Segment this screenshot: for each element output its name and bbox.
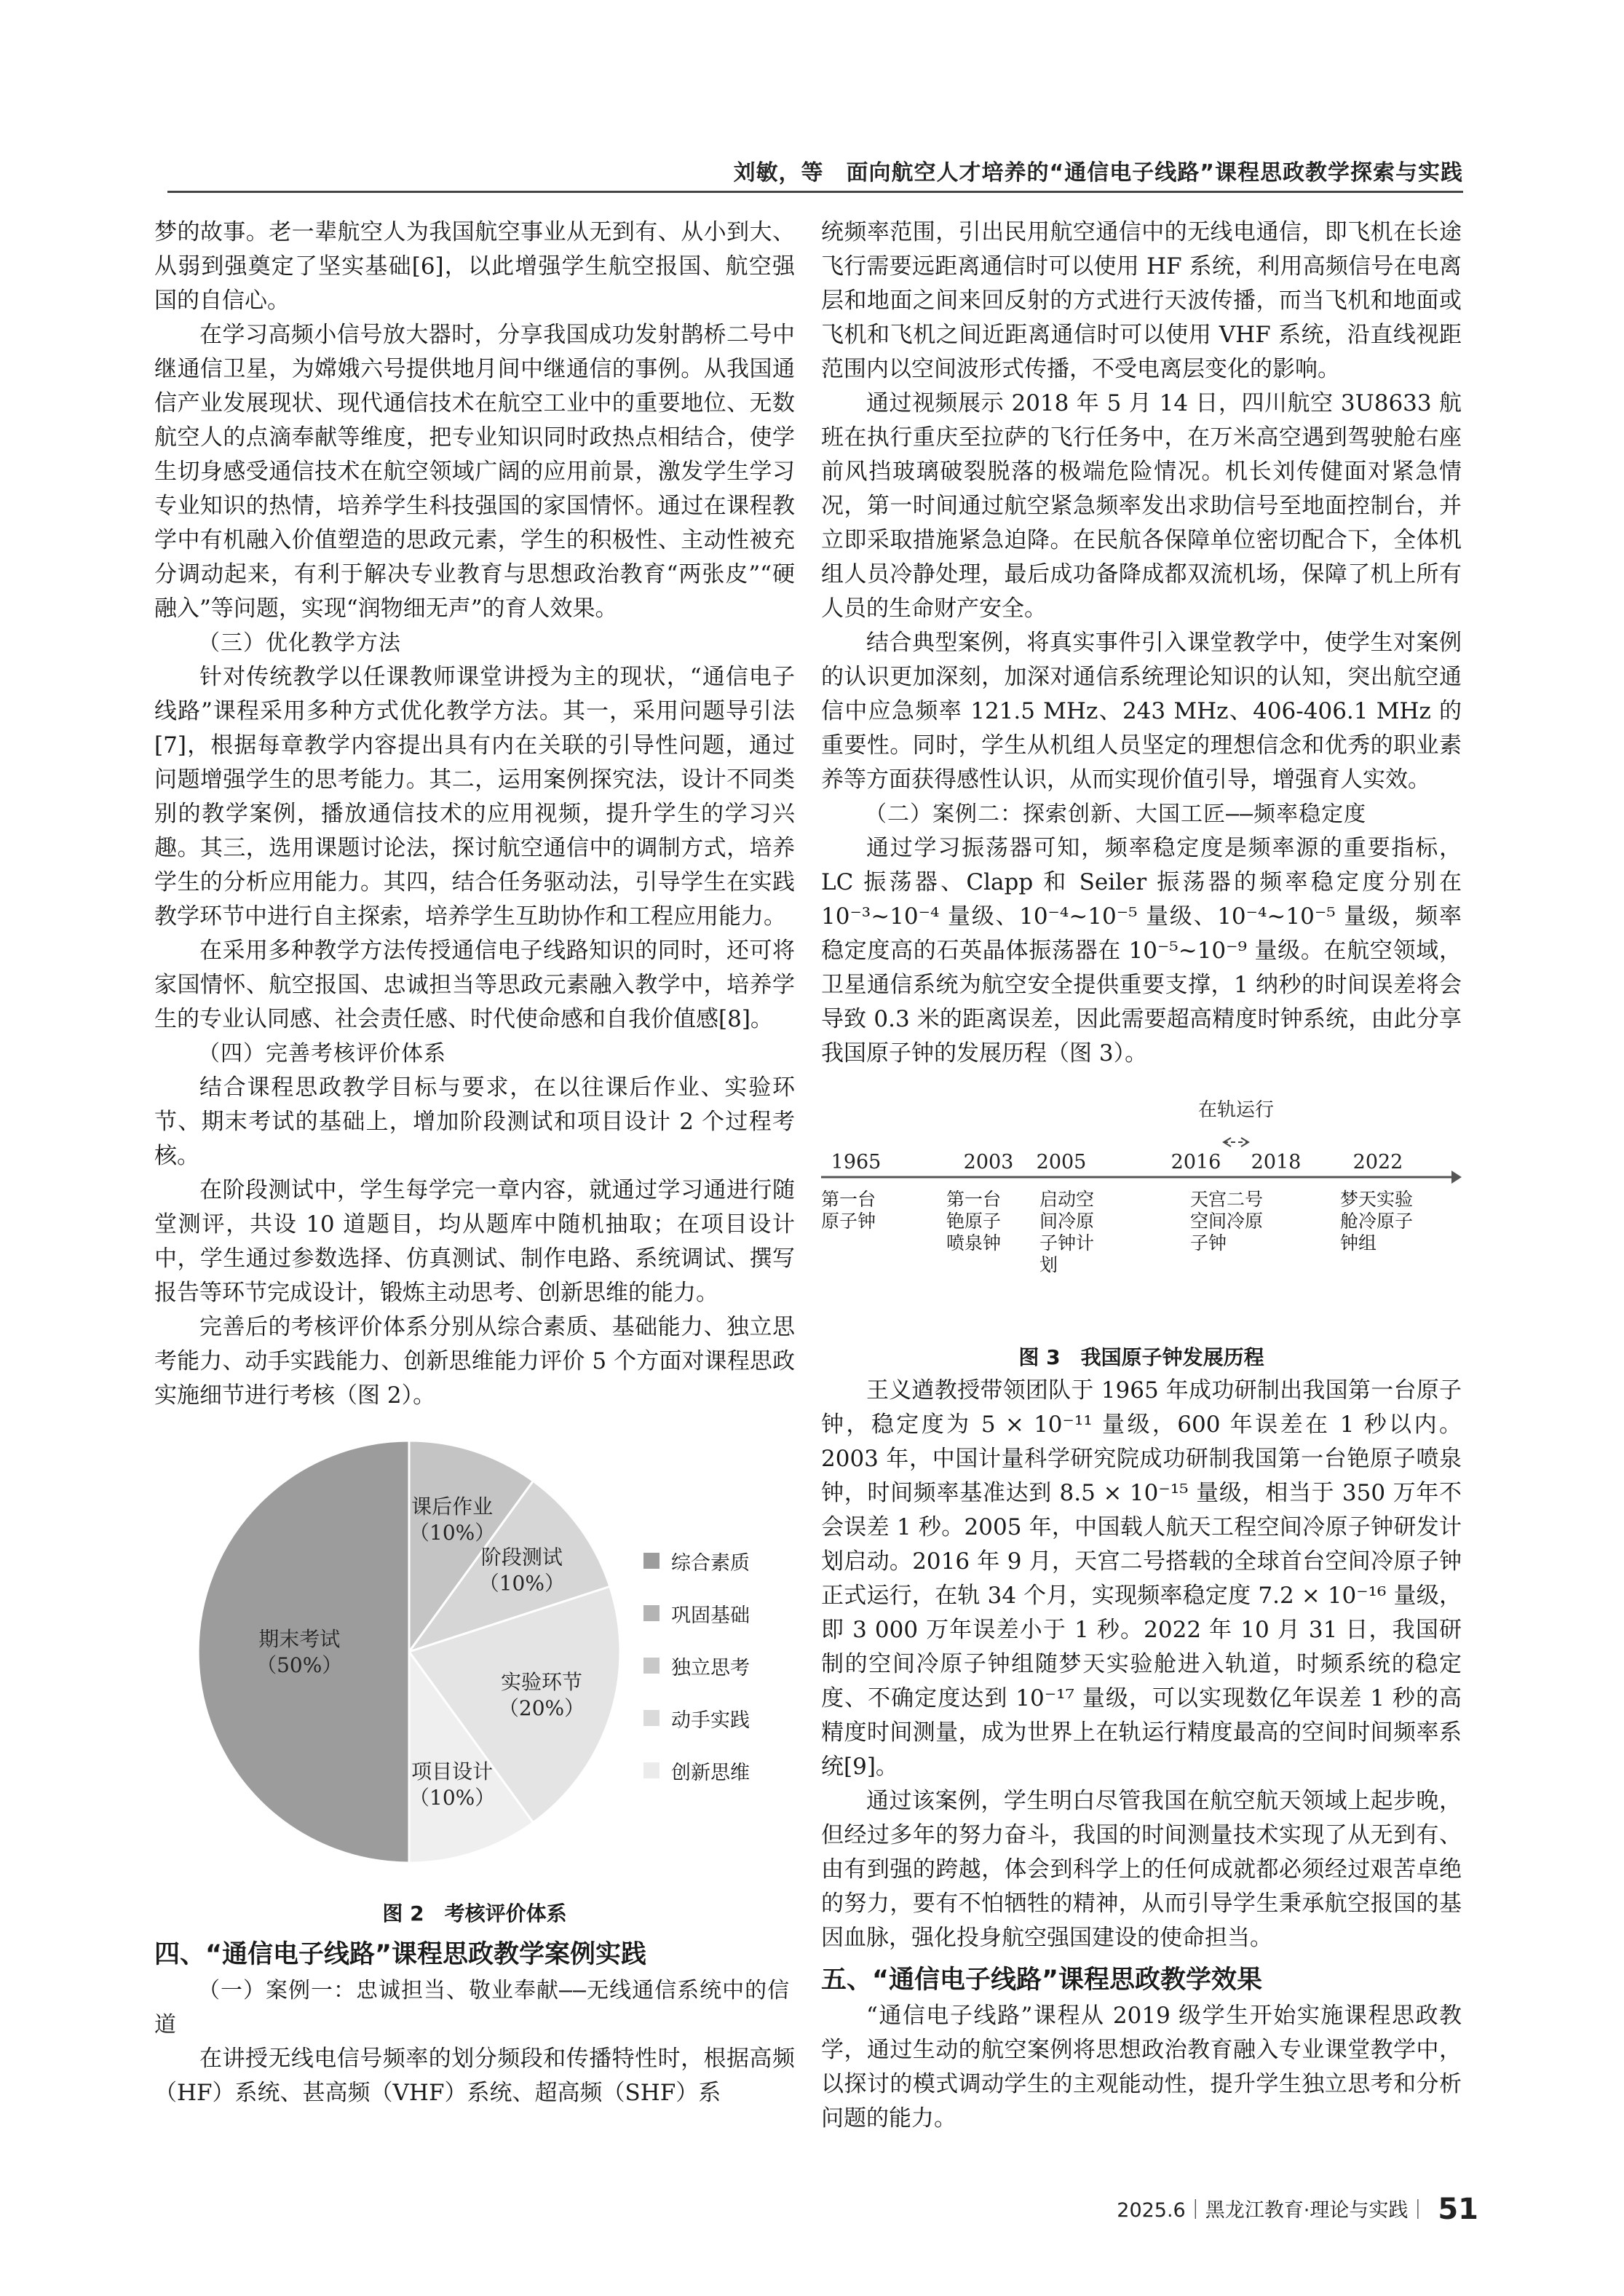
legend-label: 巩固基础 <box>671 1604 750 1627</box>
span-label: 在轨运行 <box>1197 1099 1275 1121</box>
legend-swatch <box>643 1658 659 1674</box>
timeline-year: 2022 <box>1352 1151 1403 1173</box>
pie-chart <box>198 1426 620 1877</box>
timeline-event-line: 第一台 <box>946 1189 1002 1210</box>
running-title: 刘敏，等 面向航空人才培养的“通信电子线路”课程思政教学探索与实践 <box>733 160 1463 186</box>
timeline-event <box>946 1189 1001 1254</box>
header-rule <box>167 191 1463 193</box>
timeline-event-line: 划 <box>1039 1254 1058 1275</box>
legend-swatch <box>643 1710 659 1726</box>
paragraph: “通信电子线路”课程从 2019 级学生开始实施课程思政教学，通过生动的航空案例将思想政治教育融入专业课堂教学中，以探讨的模式调动学生的主观能动性，提升学生独立思考和分析问题的能力。 <box>821 2003 1462 2131</box>
paragraph: 王义遒教授带领团队于 1965 年成功研制出我国第一台原子钟，稳定度为 5 × 10⁻¹¹ 量级，600 年误差在 1 秒以内。2003 年，中国计量科学研究院成功研制我国第一台铯原子喷泉钟，时间频率基准达到 8.5 × 10⁻¹⁵ 量级，相当于 350 万年不会误差 1 秒。2005 年，中国载人航天工程空间冷原子钟研发计划启动。2016 年 9 月，天宫二号搭载的全球首台空间冷原子钟正式运行，在轨 34 个月，实现频率稳定度 7.2 × 10⁻¹⁶ 量级，即 3 000 万年误差小于 1 秒。2022 年 10 月 31 日，我国研制的空间冷原子钟组随梦天实验舱进入轨道，时频系统的稳定度、不确定度达到 10⁻¹⁷ 量级，可以实现数亿年误差 1 秒的高精度时间测量，成为世界上在轨运行精度最高的空间时间频率系统[9]。 <box>821 1377 1462 1780</box>
legend-label: 综合素质 <box>671 1551 750 1575</box>
paragraph: 在采用多种教学方法传授通信电子线路知识的同时，还可将家国情怀、航空报国、忠诚担当等思政元素融入教学中，培养学生的专业认同感、社会责任感、时代使命感和自我价值感[8]。 <box>154 938 795 1032</box>
paragraph: 在阶段测试中，学生每学完一章内容，就通过学习通进行随堂测评，共设 10 道题目，均从题库中随机抽取；在项目设计中，学生通过参数选择、仿真测试、制作电路、系统调试、撰写报告等环节完成设计，锻炼主动思考、创新思维的能力。 <box>154 1177 795 1306</box>
page-number: 51 <box>1438 2193 1478 2226</box>
timeline-event-line: 子钟计 <box>1039 1232 1095 1254</box>
timeline-event <box>1190 1189 1263 1254</box>
timeline-event-line: 空间冷原 <box>1190 1211 1264 1232</box>
timeline-event <box>1039 1189 1094 1276</box>
timeline-year: 1965 <box>831 1151 882 1173</box>
section-heading: 四、“通信电子线路”课程思政教学案例实践 <box>154 1940 647 1969</box>
figure-caption: 图 2 考核评价体系 <box>382 1901 567 1925</box>
pie-chart-figure <box>154 1426 795 1892</box>
legend-swatch <box>643 1605 659 1621</box>
subsection-heading: （一）案例一：忠诚担当、敬业奉献——无线通信系统中的信道 <box>154 1978 791 2038</box>
timeline-year: 2003 <box>963 1151 1014 1173</box>
paragraph: 结合典型案例，将真实事件引入课堂教学中，使学生对案例的认识更加深刻，加深对通信系统理论知识的认知，突出航空通信中应急频率 121.5 MHz、243 MHz、406-406.1 MHz 的重要性。同时，学生从机组人员坚定的理想信念和优秀的职业素养等方面获得感性认识，从而实现价值引导，增强育人实效。 <box>821 630 1462 793</box>
pie-slice-percent: （10%） <box>478 1571 565 1596</box>
pie-legend <box>643 1543 750 1805</box>
journal-issue: 2025.6｜黑龙江教育·理论与实践｜ <box>1117 2199 1428 2222</box>
paragraph: 梦的故事。老一辈航空人为我国航空事业从无到有、从小到大、从弱到强奠定了坚实基础[6]，以此增强学生航空报国、航空强国的自信心。 <box>154 219 795 314</box>
figure-caption: 图 3 我国原子钟发展历程 <box>1018 1345 1264 1369</box>
legend-swatch <box>643 1553 659 1569</box>
subsection-heading: （三）优化教学方法 <box>198 630 401 656</box>
pie-slice-label: 项目设计 <box>411 1759 494 1784</box>
page-footer <box>1117 2193 1478 2226</box>
legend-item <box>643 1700 750 1736</box>
timeline-event-line: 喷泉钟 <box>946 1232 1002 1254</box>
paragraph: 在学习高频小信号放大器时，分享我国成功发射鹊桥二号中继通信卫星，为嫦娥六号提供地月间中继通信的事例。从我国通信产业发展现状、现代通信技术在航空工业中的重要地位、无数航空人的点滴奉献等维度，把专业知识同时政热点相结合，使学生切身感受通信技术在航空领域广阔的应用前景，激发学生学习专业知识的热情，培养学生科技强国的家国情怀。通过在课程教学中有机融入价值塑造的思政元素，学生的积极性、主动性被充分调动起来，有利于解决专业教育与思想政治教育“两张皮”“硬融入”等问题，实现“润物细无声”的育人效果。 <box>154 322 795 622</box>
timeline-event-line: 子钟 <box>1190 1232 1227 1254</box>
paragraph: 在讲授无线电信号频率的划分频段和传播特性时，根据高频（HF）系统、甚高频（VHF）系统、超高频（SHF）系 <box>154 2046 795 2106</box>
legend-item <box>643 1752 750 1789</box>
timeline-event-line: 间冷原 <box>1039 1211 1095 1232</box>
paragraph: 结合课程思政教学目标与要求，在以往课后作业、实验环节、期末考试的基础上，增加阶段测试和项目设计 2 个过程考核。 <box>154 1074 795 1169</box>
legend-item <box>643 1543 750 1579</box>
timeline-year: 2016 <box>1171 1151 1221 1173</box>
subsection-heading: （四）完善考核评价体系 <box>198 1041 446 1066</box>
timeline-arrow <box>1451 1171 1462 1184</box>
legend-item <box>643 1595 750 1631</box>
pie-slice-percent: （10%） <box>409 1786 496 1810</box>
legend-item <box>643 1647 750 1684</box>
paragraph: 统频率范围，引出民用航空通信中的无线电通信，即飞机在长途飞行需要远距离通信时可以使用 HF 系统，利用高频信号在电离层和地面之间来回反射的方式进行天波传播，而当飞机和地面或飞机和飞机之间近距离通信时可以使用 VHF 系统，沿直线视距范围内以空间波形式传播，不受电离层变化的影响。 <box>821 219 1462 382</box>
pie-slice-label: 期末考试 <box>258 1627 341 1651</box>
timeline-event-line: 梦天实验 <box>1340 1189 1414 1210</box>
paragraph: 通过学习振荡器可知，频率稳定度是频率源的重要指标，LC 振荡器、Clapp 和 Seiler 振荡器的频率稳定度分别在 10⁻³~10⁻⁴ 量级、10⁻⁴~10⁻⁵ 量级、10⁻⁴~10⁻⁵ 量级，频率稳定度高的石英晶体振荡器在 10⁻⁵~10⁻⁹ 量级。在航空领域，卫星通信系统为航空安全提供重要支撑，1 纳秒的时间误差将会导致 0.3 米的距离误差，因此需要超高精度时钟系统，由此分享我国原子钟的发展历程（图 3）。 <box>821 835 1462 1066</box>
paragraph: 针对传统教学以任课教师课堂讲授为主的现状，“通信电子线路”课程采用多种方式优化教学方法。其一，采用问题导引法[7]，根据每章教学内容提出具有内在关联的引导性问题，通过问题增强学生的思考能力。其二，运用案例探究法，设计不同类别的教学案例，播放通信技术的应用视频，提升学生的学习兴趣。其三，选用课题讨论法，探讨航空通信中的调制方式，培养学生的分析应用能力。其四，结合任务驱动法，引导学生在实践教学环节中进行自主探索，培养学生互助协作和工程应用能力。 <box>154 664 795 930</box>
legend-label: 创新思维 <box>671 1761 750 1784</box>
section-heading: 五、“通信电子线路”课程思政教学效果 <box>821 1966 1263 1995</box>
timeline-event-line: 启动空 <box>1039 1189 1095 1210</box>
pie-slice-label: 实验环节 <box>501 1670 583 1695</box>
timeline-event-line: 天宫二号 <box>1190 1189 1264 1210</box>
pie-slice <box>198 1441 409 1863</box>
right-column <box>821 215 1462 2136</box>
paragraph: 通过视频展示 2018 年 5 月 14 日，四川航空 3U8633 航班在执行重庆至拉萨的飞行任务中，在万米高空遇到驾驶舱右座前风挡玻璃破裂脱落的极端危险情况。机长刘传健面对紧急情况，第一时间通过航空紧急频率发出求助信号至地面控制台，并立即采取措施紧急迫降。在民航各保障单位密切配合下，全体机组人员冷静处理，最后成功备降成都双流机场，保障了机上所有人员的生命财产安全。 <box>821 390 1462 622</box>
left-column <box>154 215 795 2110</box>
pie-slice-percent: （20%） <box>498 1696 585 1721</box>
timeline-year: 2018 <box>1251 1151 1302 1173</box>
timeline-year: 2005 <box>1036 1151 1087 1173</box>
timeline-event-line: 第一台 <box>821 1189 876 1210</box>
paragraph: 通过该案例，学生明白尽管我国在航空航天领域上起步晚，但经过多年的努力奋斗，我国的时间测量技术实现了从无到有、由有到强的跨越，体会到科学上的任何成就都必须经过艰苦卓绝的努力，要有不怕牺牲的精神，从而引导学生秉承航空报国的基因血脉，强化投身航空强国建设的使命担当。 <box>821 1788 1462 1951</box>
timeline-figure <box>821 1096 1462 1336</box>
legend-swatch <box>643 1762 659 1778</box>
pie-slice-label: 阶段测试 <box>480 1545 563 1569</box>
timeline-event <box>1340 1189 1413 1254</box>
timeline-event-line: 钟组 <box>1340 1232 1377 1254</box>
pie-slice-percent: （10%） <box>409 1520 496 1545</box>
subsection-heading: （二）案例二：探索创新、大国工匠——频率稳定度 <box>865 801 1367 827</box>
paragraph: 完善后的考核评价体系分别从综合素质、基础能力、独立思考能力、动手实践能力、创新思维能力评价 5 个方面对课程思政实施细节进行考核（图 2）。 <box>154 1314 795 1409</box>
timeline-event <box>821 1189 876 1232</box>
timeline-event-line: 铯原子 <box>946 1211 1002 1232</box>
timeline-event-line: 原子钟 <box>821 1211 876 1232</box>
legend-label: 独立思考 <box>671 1656 750 1679</box>
pie-slice-label: 课后作业 <box>411 1494 494 1519</box>
legend-label: 动手实践 <box>671 1709 750 1732</box>
pie-slice-percent: （50%） <box>256 1653 343 1677</box>
timeline-event-line: 舱冷原子 <box>1340 1211 1414 1232</box>
